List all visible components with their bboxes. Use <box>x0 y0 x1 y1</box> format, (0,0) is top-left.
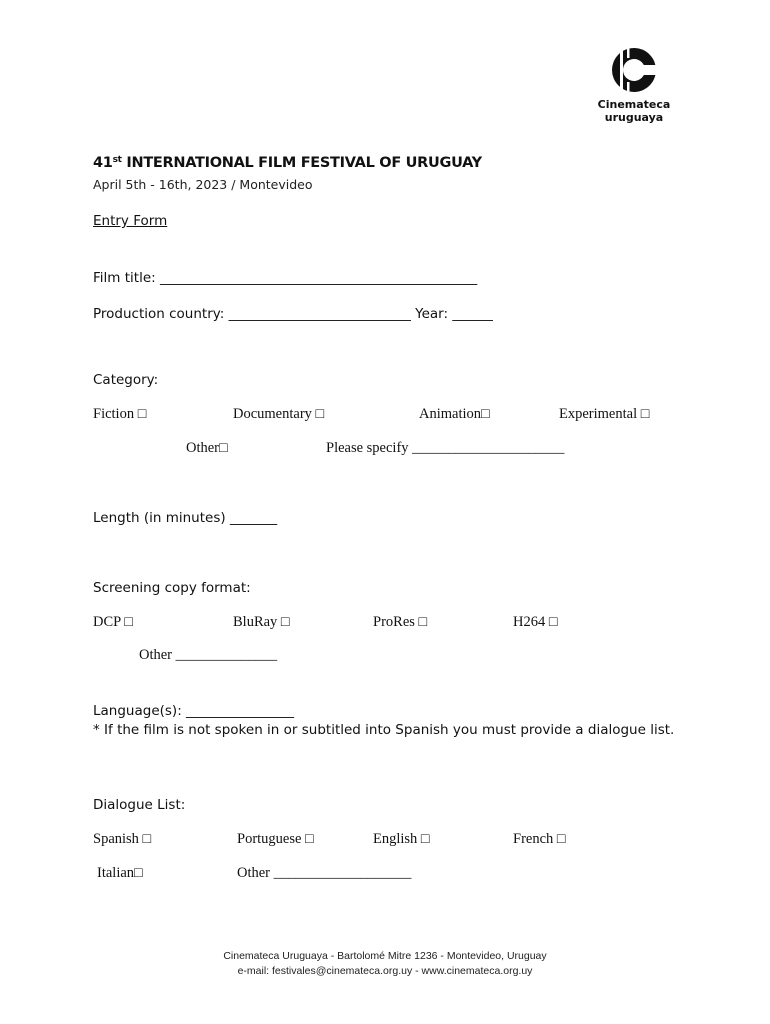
production-country-field[interactable]: Production country: ___________________________ Year: ______ <box>93 306 493 322</box>
page-title <box>93 155 482 171</box>
category-experimental-checkbox[interactable]: Experimental □ <box>559 406 650 422</box>
dialogue-italian-checkbox[interactable]: Italian□ <box>97 865 143 881</box>
format-h264-checkbox[interactable]: H264 □ <box>513 614 558 630</box>
category-specify-field[interactable]: Please specify _____________________ <box>326 440 565 456</box>
dialogue-spanish-checkbox[interactable]: Spanish □ <box>93 831 152 847</box>
category-animation-checkbox[interactable]: Animation□ <box>419 406 490 422</box>
dialogue-french-checkbox[interactable]: French □ <box>513 831 566 847</box>
category-documentary-checkbox[interactable]: Documentary □ <box>233 406 325 422</box>
format-other-field[interactable]: Other ______________ <box>139 647 278 663</box>
format-bluray-checkbox[interactable]: BluRay □ <box>233 614 290 630</box>
edition-number: 41 <box>93 155 113 171</box>
category-label: Category: <box>93 372 159 388</box>
entry-form-label: Entry Form <box>93 213 168 229</box>
format-dcp-checkbox[interactable]: DCP □ <box>93 614 134 630</box>
length-field[interactable]: Length (in minutes) _______ <box>93 510 278 526</box>
dialogue-portuguese-checkbox[interactable]: Portuguese □ <box>237 831 314 847</box>
languages-field[interactable]: Language(s): ________________ <box>93 703 295 719</box>
festival-name: INTERNATIONAL FILM FESTIVAL OF URUGUAY <box>121 155 482 171</box>
footer-contact: e-mail: festivales@cinemateca.org.uy - www.cinemateca.org.uy <box>237 965 533 977</box>
cinemateca-logo-icon <box>610 46 658 94</box>
logo-line-1: Cinemateca <box>597 98 671 111</box>
film-title-field[interactable]: Film title: _______________________________________________ <box>93 270 478 286</box>
cinemateca-logo <box>593 46 675 124</box>
language-note: * If the film is not spoken in or subtitled into Spanish you must provide a dialogue list. <box>93 722 675 738</box>
category-other-checkbox[interactable]: Other□ <box>186 440 228 456</box>
edition-ordinal: st <box>112 155 122 165</box>
dialogue-english-checkbox[interactable]: English □ <box>373 831 430 847</box>
format-prores-checkbox[interactable]: ProRes □ <box>373 614 428 630</box>
category-fiction-checkbox[interactable]: Fiction □ <box>93 406 147 422</box>
screening-format-label: Screening copy format: <box>93 580 251 596</box>
footer-address: Cinemateca Uruguaya - Bartolomé Mitre 1236 - Montevideo, Uruguay <box>223 950 547 962</box>
dialogue-other-field[interactable]: Other ___________________ <box>237 865 412 881</box>
dialogue-list-label: Dialogue List: <box>93 797 186 813</box>
festival-dates: April 5th - 16th, 2023 / Montevideo <box>93 177 313 192</box>
logo-line-2: uruguaya <box>604 111 664 124</box>
